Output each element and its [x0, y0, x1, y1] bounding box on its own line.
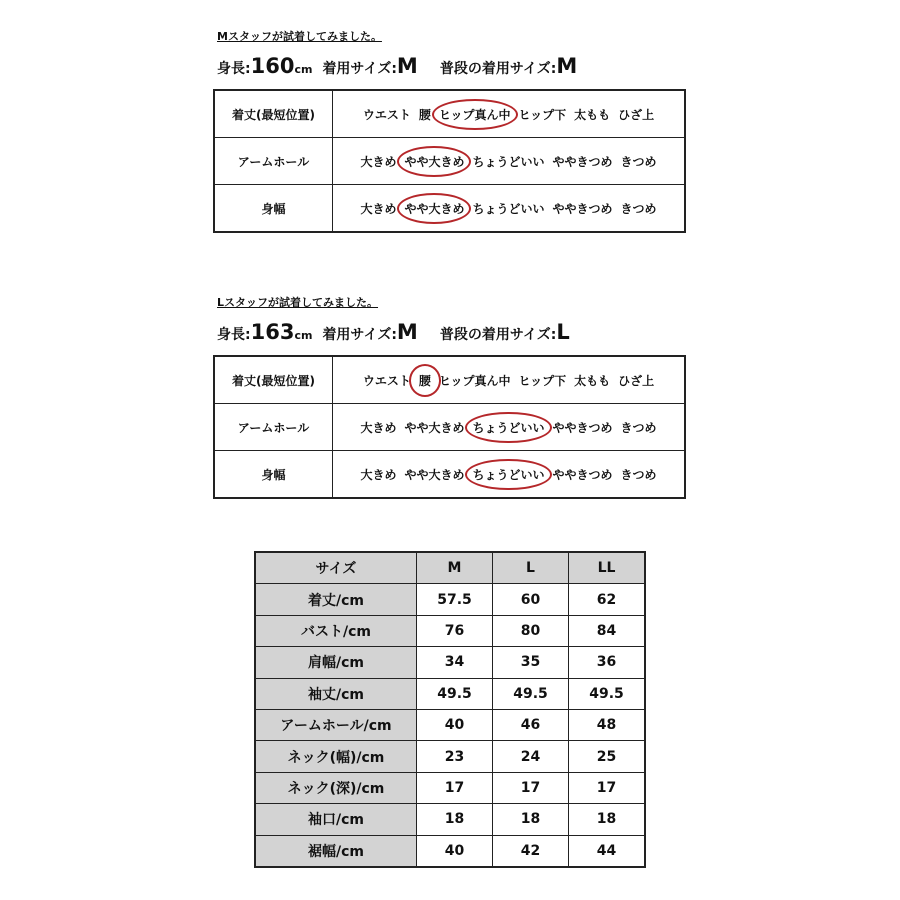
fit-option: 大きめ	[360, 154, 397, 169]
fit-option-selected: ちょうどいい	[472, 420, 545, 435]
fit-options	[333, 185, 686, 233]
height-unit: cm	[294, 329, 313, 342]
size-row	[255, 835, 645, 867]
fit-option: ひざ上	[618, 373, 655, 388]
size-value-cell: 17	[569, 772, 646, 803]
size-value-cell: 40	[417, 835, 493, 867]
height-value: 163	[250, 320, 295, 344]
fit-option: やや大きめ	[404, 420, 465, 435]
size-value-cell: 84	[569, 615, 646, 646]
usual-size-value: L	[556, 320, 570, 344]
fit-option: ちょうどいい	[472, 201, 545, 216]
fit-option: ヒップ下	[518, 107, 567, 122]
fit-option-selected: ヒップ真ん中	[438, 107, 511, 122]
size-header-cell: L	[493, 552, 569, 584]
size-value-cell: 62	[569, 584, 646, 615]
height-value: 160	[250, 54, 295, 78]
fit-option: ひざ上	[618, 107, 655, 122]
size-value-cell: 35	[493, 647, 569, 678]
fit-row-width	[214, 185, 685, 233]
fit-option-selected: 腰	[418, 373, 431, 388]
fit-option-selected: やや大きめ	[404, 154, 465, 169]
size-value-cell: 18	[569, 804, 646, 835]
staff-stats	[213, 53, 686, 83]
size-row-label: 袖丈/cm	[255, 678, 417, 709]
size-row-label: ネック(深)/cm	[255, 772, 417, 803]
staff-block-l	[213, 296, 686, 499]
fit-option: きつめ	[620, 201, 657, 216]
fit-option: やや大きめ	[404, 467, 465, 482]
height-unit: cm	[294, 63, 313, 76]
size-value-cell: 23	[417, 741, 493, 772]
size-value-cell: 44	[569, 835, 646, 867]
size-value-cell: 34	[417, 647, 493, 678]
size-header-row	[255, 552, 645, 584]
size-value-cell: 42	[493, 835, 569, 867]
fit-row-label: 着丈(最短位置)	[214, 356, 333, 404]
fit-options	[333, 404, 686, 451]
usual-size-label: 普段の着用サイズ:	[439, 327, 557, 343]
size-row	[255, 615, 645, 646]
staff-title: Mスタッフが試着してみました。	[217, 30, 382, 43]
fit-option: ヒップ真ん中	[438, 373, 511, 388]
fit-option: 大きめ	[360, 467, 397, 482]
fit-row-armhole	[214, 404, 685, 451]
size-header-cell: LL	[569, 552, 646, 584]
fit-row-label: アームホール	[214, 404, 333, 451]
fit-row-label: 着丈(最短位置)	[214, 90, 333, 138]
size-row-label: バスト/cm	[255, 615, 417, 646]
size-value-cell: 48	[569, 709, 646, 740]
fit-row-label: 身幅	[214, 451, 333, 499]
size-value-cell: 76	[417, 615, 493, 646]
height-label: 身長:	[217, 61, 251, 77]
fit-options	[333, 138, 686, 185]
fit-row-label: 身幅	[214, 185, 333, 233]
fit-option: 太もも	[574, 107, 611, 122]
size-value-cell: 49.5	[417, 678, 493, 709]
size-value-cell: 49.5	[569, 678, 646, 709]
wear-size-label: 着用サイズ:	[322, 61, 397, 77]
size-row	[255, 647, 645, 678]
fit-option: ヒップ下	[518, 373, 567, 388]
size-row-label: アームホール/cm	[255, 709, 417, 740]
size-row	[255, 678, 645, 709]
size-row-label: 袖口/cm	[255, 804, 417, 835]
size-row	[255, 584, 645, 615]
fit-option: 大きめ	[360, 201, 397, 216]
fit-option: ややきつめ	[552, 420, 613, 435]
size-row	[255, 772, 645, 803]
fit-option: きつめ	[620, 154, 657, 169]
size-value-cell: 46	[493, 709, 569, 740]
size-chart-table	[254, 551, 646, 868]
size-value-cell: 40	[417, 709, 493, 740]
size-row	[255, 804, 645, 835]
fit-option: きつめ	[620, 420, 657, 435]
size-value-cell: 17	[417, 772, 493, 803]
fit-options	[333, 451, 686, 499]
fit-option-selected: ちょうどいい	[472, 467, 545, 482]
fit-option: ウエスト	[362, 373, 411, 388]
fit-option: ややきつめ	[552, 154, 613, 169]
size-value-cell: 18	[417, 804, 493, 835]
size-value-cell: 18	[493, 804, 569, 835]
usual-size-value: M	[556, 54, 578, 78]
wear-size-label: 着用サイズ:	[322, 327, 397, 343]
staff-block-m	[213, 30, 686, 233]
size-value-cell: 24	[493, 741, 569, 772]
size-value-cell: 25	[569, 741, 646, 772]
fit-row-width	[214, 451, 685, 499]
size-row-label: 裾幅/cm	[255, 835, 417, 867]
fit-option: きつめ	[620, 467, 657, 482]
size-header-label: サイズ	[255, 552, 417, 584]
wear-size-value: M	[396, 54, 418, 78]
fit-option: ちょうどいい	[472, 154, 545, 169]
fit-option: 腰	[418, 107, 431, 122]
fit-row-label: アームホール	[214, 138, 333, 185]
size-value-cell: 57.5	[417, 584, 493, 615]
fit-options	[333, 356, 686, 404]
size-value-cell: 49.5	[493, 678, 569, 709]
usual-size-label: 普段の着用サイズ:	[439, 61, 557, 77]
size-value-cell: 60	[493, 584, 569, 615]
fit-row-length	[214, 90, 685, 138]
fit-row-length	[214, 356, 685, 404]
size-row	[255, 709, 645, 740]
fit-option-selected: やや大きめ	[404, 201, 465, 216]
size-value-cell: 80	[493, 615, 569, 646]
size-row-label: 着丈/cm	[255, 584, 417, 615]
fit-option: ウエスト	[362, 107, 411, 122]
staff-title: Lスタッフが試着してみました。	[217, 296, 379, 309]
size-row-label: ネック(幅)/cm	[255, 741, 417, 772]
staff-stats	[213, 319, 686, 349]
wear-size-value: M	[396, 320, 418, 344]
size-header-cell: M	[417, 552, 493, 584]
size-value-cell: 36	[569, 647, 646, 678]
fit-row-armhole	[214, 138, 685, 185]
size-value-cell: 17	[493, 772, 569, 803]
fit-table	[213, 355, 686, 499]
fit-option: ややきつめ	[552, 201, 613, 216]
fit-table	[213, 89, 686, 233]
fit-option: 大きめ	[360, 420, 397, 435]
fit-option: 太もも	[574, 373, 611, 388]
size-row-label: 肩幅/cm	[255, 647, 417, 678]
fit-options	[333, 90, 686, 138]
height-label: 身長:	[217, 327, 251, 343]
fit-option: ややきつめ	[552, 467, 613, 482]
size-row	[255, 741, 645, 772]
